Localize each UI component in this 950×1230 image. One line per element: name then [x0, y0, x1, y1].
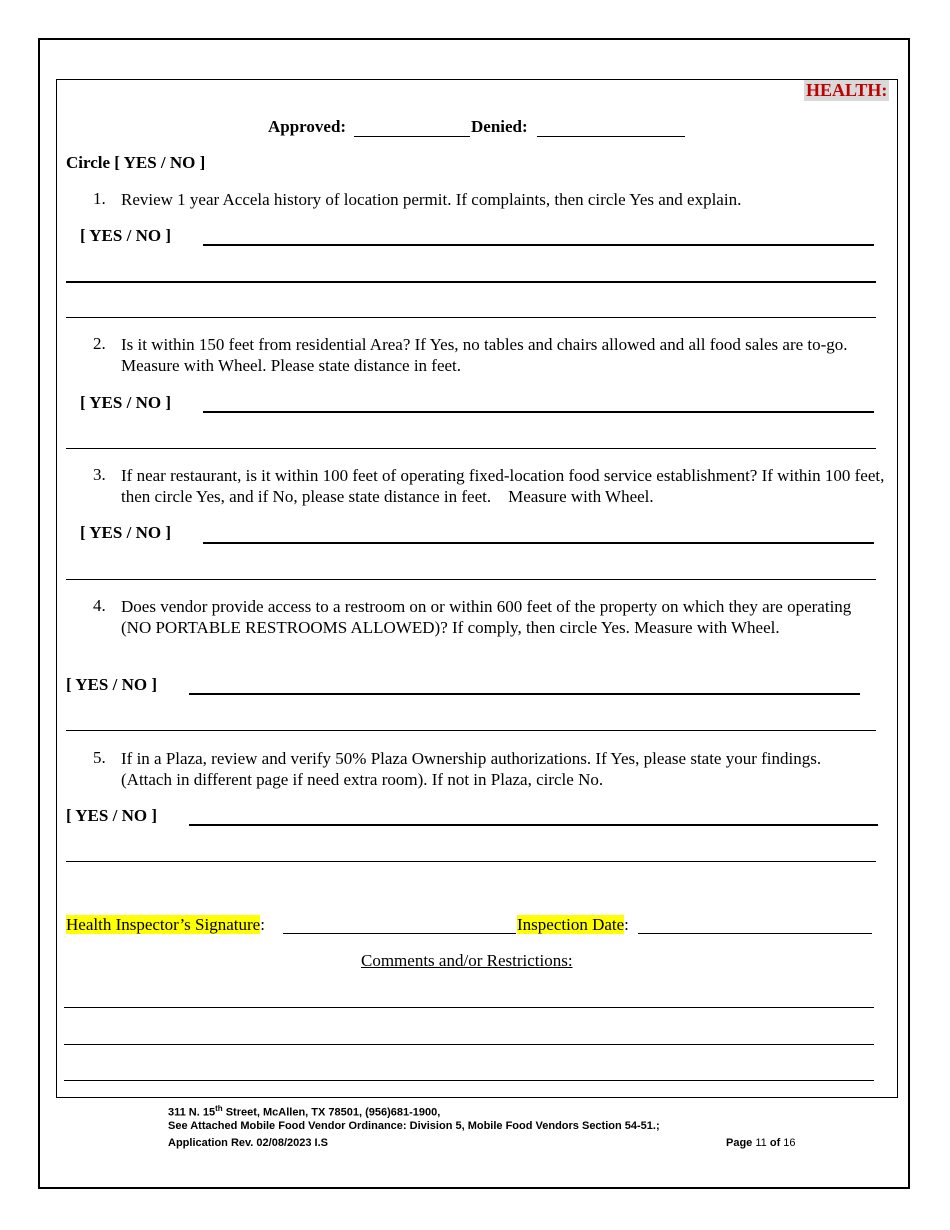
- inspector-signature-label: Health Inspector’s Signature:: [66, 915, 265, 934]
- footer-page-number: Page 11 of 16: [726, 1137, 796, 1149]
- form-box: [56, 79, 898, 1098]
- question-1-answer-line-2[interactable]: [66, 281, 876, 283]
- question-1-divider: [66, 317, 876, 318]
- approved-label: Approved:: [268, 117, 347, 136]
- inspector-signature-field[interactable]: [283, 933, 516, 934]
- approved-field[interactable]: [354, 136, 470, 137]
- denied-label: Denied:: [471, 117, 528, 136]
- question-3-answer-line[interactable]: [203, 542, 874, 544]
- question-2-text: Is it within 150 feet from residential Area? If Yes, no tables and chairs allowed and all food sales are to-go. Measure with Wheel. Please state distance in feet.: [121, 335, 848, 375]
- question-5-text: If in a Plaza, review and verify 50% Plaza Ownership authorizations. If Yes, please state your findings. (Attach in different page if need extra room). If not in Plaza, circle No.: [121, 749, 822, 789]
- health-section-label: HEALTH:: [806, 80, 888, 100]
- footer-address: 311 N. 15th Street, McAllen, TX 78501, (956)681-1900,: [168, 1104, 441, 1119]
- question-1-number: 1.: [93, 189, 106, 208]
- question-1-text: Review 1 year Accela history of location permit. If complaints, then circle Yes and explain.: [121, 190, 742, 209]
- question-2-number: 2.: [93, 334, 106, 353]
- footer-ordinance: See Attached Mobile Food Vendor Ordinance: Division 5, Mobile Food Vendors Section 54-51.;: [168, 1120, 660, 1132]
- question-4-answer-line[interactable]: [189, 693, 860, 695]
- question-3-yes-no[interactable]: [ YES / NO ]: [80, 523, 171, 542]
- denied-field[interactable]: [537, 136, 685, 137]
- question-2-yes-no[interactable]: [ YES / NO ]: [80, 393, 171, 412]
- circle-instruction: Circle [ YES / NO ]: [66, 153, 206, 172]
- question-4-divider: [66, 730, 876, 731]
- question-5-number: 5.: [93, 748, 106, 767]
- question-3-text: If near restaurant, is it within 100 feet of operating fixed-location food service establishment? If within 100 feet, then circle Yes, and if No, please state distance in feet. Measure with Wheel.: [121, 466, 889, 506]
- question-4-number: 4.: [93, 596, 106, 615]
- inspection-date-label: Inspection Date:: [517, 915, 629, 934]
- question-3-divider: [66, 579, 876, 580]
- comments-line-3[interactable]: [64, 1080, 874, 1081]
- question-2-divider: [66, 448, 876, 449]
- question-5-divider: [66, 861, 876, 862]
- comments-heading: Comments and/or Restrictions:: [361, 951, 573, 970]
- question-5-answer-line[interactable]: [189, 824, 878, 826]
- question-1-answer-line[interactable]: [203, 244, 874, 246]
- question-3-number: 3.: [93, 465, 106, 484]
- question-1-yes-no[interactable]: [ YES / NO ]: [80, 226, 171, 245]
- footer-revision: Application Rev. 02/08/2023 I.S: [168, 1137, 328, 1149]
- question-2-answer-line[interactable]: [203, 411, 874, 413]
- comments-line-2[interactable]: [64, 1044, 874, 1045]
- question-4-text: Does vendor provide access to a restroom on or within 600 feet of the property on which they are operating (NO PORTABLE RESTROOMS ALLOWED)? If comply, then circle Yes. Measure with Wheel.: [121, 597, 852, 637]
- inspection-date-field[interactable]: [638, 933, 872, 934]
- comments-line-1[interactable]: [64, 1007, 874, 1008]
- question-5-yes-no[interactable]: [ YES / NO ]: [66, 806, 157, 825]
- question-4-yes-no[interactable]: [ YES / NO ]: [66, 675, 157, 694]
